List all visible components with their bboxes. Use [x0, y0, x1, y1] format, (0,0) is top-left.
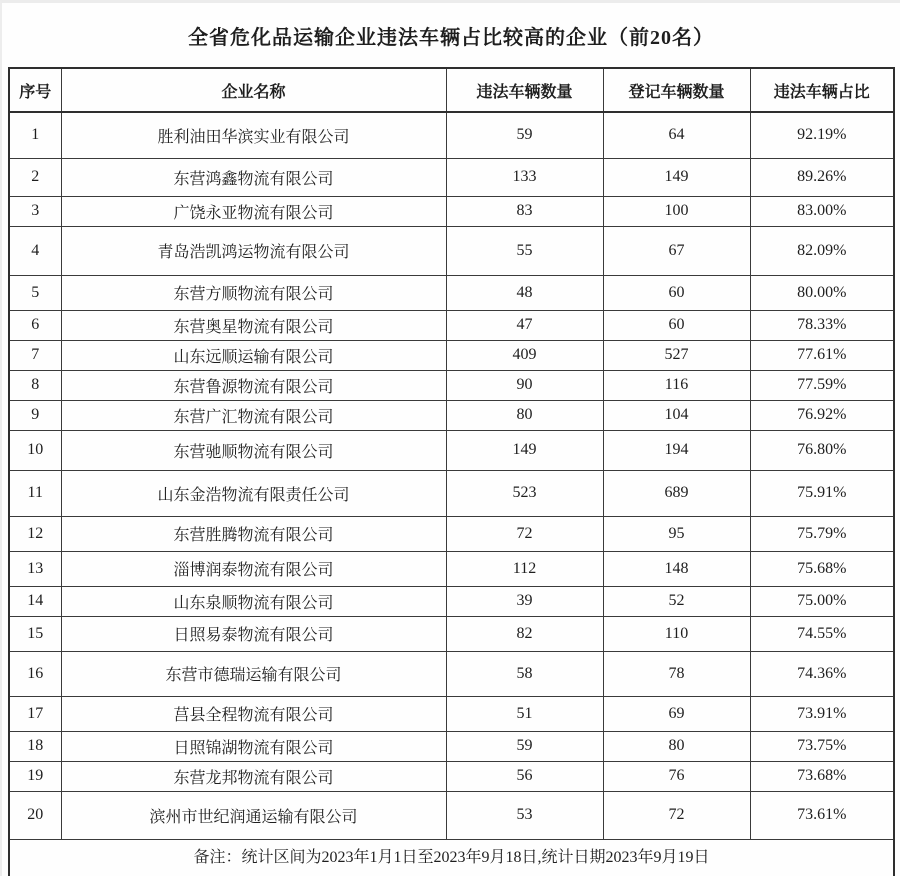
cell-illegal-count: 72	[446, 516, 603, 551]
cell-illegal-ratio: 73.61%	[750, 791, 894, 839]
cell-illegal-count: 39	[446, 586, 603, 616]
cell-registered-count: 527	[603, 340, 750, 370]
title-bar	[2, 3, 900, 67]
cell-company-name: 滨州市世纪润通运输有限公司	[61, 791, 446, 839]
cell-illegal-ratio: 74.36%	[750, 651, 894, 696]
cell-rank: 4	[9, 226, 61, 275]
cell-rank: 3	[9, 196, 61, 226]
cell-illegal-count: 82	[446, 616, 603, 651]
footnote-row	[9, 839, 894, 876]
cell-illegal-ratio: 76.80%	[750, 430, 894, 470]
cell-illegal-ratio: 73.68%	[750, 761, 894, 791]
header-illegal-count: 违法车辆数量	[446, 68, 603, 112]
cell-registered-count: 60	[603, 275, 750, 310]
table-header-row	[9, 68, 894, 112]
table-row	[9, 651, 894, 696]
cell-illegal-count: 409	[446, 340, 603, 370]
cell-illegal-count: 51	[446, 696, 603, 731]
cell-illegal-ratio: 83.00%	[750, 196, 894, 226]
cell-company-name: 东营胜腾物流有限公司	[61, 516, 446, 551]
cell-illegal-ratio: 73.75%	[750, 731, 894, 761]
cell-rank: 14	[9, 586, 61, 616]
cell-illegal-count: 53	[446, 791, 603, 839]
cell-company-name: 山东远顺运输有限公司	[61, 340, 446, 370]
table-row	[9, 731, 894, 761]
cell-illegal-ratio: 78.33%	[750, 310, 894, 340]
cell-illegal-ratio: 92.19%	[750, 112, 894, 158]
cell-illegal-count: 112	[446, 551, 603, 586]
cell-rank: 20	[9, 791, 61, 839]
table-row	[9, 400, 894, 430]
cell-registered-count: 64	[603, 112, 750, 158]
table-row	[9, 112, 894, 158]
cell-illegal-count: 56	[446, 761, 603, 791]
cell-registered-count: 116	[603, 370, 750, 400]
header-rank: 序号	[9, 68, 61, 112]
cell-rank: 8	[9, 370, 61, 400]
table-row	[9, 340, 894, 370]
cell-illegal-ratio: 75.68%	[750, 551, 894, 586]
cell-registered-count: 52	[603, 586, 750, 616]
cell-illegal-count: 48	[446, 275, 603, 310]
cell-registered-count: 149	[603, 158, 750, 196]
violation-ratio-table	[8, 67, 895, 876]
cell-company-name: 东营驰顺物流有限公司	[61, 430, 446, 470]
cell-company-name: 青岛浩凯鸿运物流有限公司	[61, 226, 446, 275]
footnote: 备注：统计区间为2023年1月1日至2023年9月18日,统计日期2023年9月19日	[9, 839, 894, 876]
cell-rank: 2	[9, 158, 61, 196]
cell-illegal-ratio: 73.91%	[750, 696, 894, 731]
cell-illegal-count: 47	[446, 310, 603, 340]
cell-rank: 11	[9, 470, 61, 516]
cell-illegal-ratio: 89.26%	[750, 158, 894, 196]
cell-rank: 17	[9, 696, 61, 731]
cell-registered-count: 194	[603, 430, 750, 470]
table-row	[9, 370, 894, 400]
table-row	[9, 430, 894, 470]
cell-company-name: 东营方顺物流有限公司	[61, 275, 446, 310]
header-illegal-ratio: 违法车辆占比	[750, 68, 894, 112]
cell-illegal-ratio: 77.59%	[750, 370, 894, 400]
cell-illegal-count: 90	[446, 370, 603, 400]
cell-registered-count: 148	[603, 551, 750, 586]
cell-registered-count: 100	[603, 196, 750, 226]
cell-rank: 5	[9, 275, 61, 310]
cell-illegal-ratio: 80.00%	[750, 275, 894, 310]
cell-illegal-count: 83	[446, 196, 603, 226]
cell-company-name: 淄博润泰物流有限公司	[61, 551, 446, 586]
cell-registered-count: 95	[603, 516, 750, 551]
cell-rank: 12	[9, 516, 61, 551]
cell-registered-count: 69	[603, 696, 750, 731]
cell-rank: 15	[9, 616, 61, 651]
cell-registered-count: 110	[603, 616, 750, 651]
cell-illegal-ratio: 75.79%	[750, 516, 894, 551]
cell-company-name: 山东泉顺物流有限公司	[61, 586, 446, 616]
table-row	[9, 516, 894, 551]
header-registered-count: 登记车辆数量	[603, 68, 750, 112]
cell-company-name: 东营市德瑞运输有限公司	[61, 651, 446, 696]
cell-company-name: 胜利油田华滨实业有限公司	[61, 112, 446, 158]
cell-registered-count: 104	[603, 400, 750, 430]
cell-rank: 18	[9, 731, 61, 761]
cell-rank: 19	[9, 761, 61, 791]
cell-illegal-ratio: 82.09%	[750, 226, 894, 275]
table-row	[9, 616, 894, 651]
page-title: 全省危化品运输企业违法车辆占比较高的企业（前20名）	[188, 26, 714, 49]
cell-company-name: 莒县全程物流有限公司	[61, 696, 446, 731]
cell-illegal-count: 133	[446, 158, 603, 196]
cell-rank: 10	[9, 430, 61, 470]
cell-company-name: 日照锦湖物流有限公司	[61, 731, 446, 761]
cell-illegal-count: 149	[446, 430, 603, 470]
cell-company-name: 山东金浩物流有限责任公司	[61, 470, 446, 516]
table-row	[9, 226, 894, 275]
cell-illegal-count: 80	[446, 400, 603, 430]
cell-rank: 1	[9, 112, 61, 158]
cell-rank: 7	[9, 340, 61, 370]
cell-illegal-ratio: 76.92%	[750, 400, 894, 430]
cell-registered-count: 78	[603, 651, 750, 696]
table-row	[9, 158, 894, 196]
cell-rank: 9	[9, 400, 61, 430]
table-row	[9, 791, 894, 839]
cell-illegal-count: 59	[446, 112, 603, 158]
cell-registered-count: 72	[603, 791, 750, 839]
cell-registered-count: 80	[603, 731, 750, 761]
table-row	[9, 196, 894, 226]
cell-illegal-ratio: 75.91%	[750, 470, 894, 516]
table-row	[9, 275, 894, 310]
cell-illegal-ratio: 77.61%	[750, 340, 894, 370]
cell-illegal-ratio: 75.00%	[750, 586, 894, 616]
cell-registered-count: 76	[603, 761, 750, 791]
cell-registered-count: 67	[603, 226, 750, 275]
table-row	[9, 470, 894, 516]
table-row	[9, 696, 894, 731]
cell-rank: 13	[9, 551, 61, 586]
cell-company-name: 东营鲁源物流有限公司	[61, 370, 446, 400]
cell-company-name: 广饶永亚物流有限公司	[61, 196, 446, 226]
cell-illegal-count: 59	[446, 731, 603, 761]
cell-company-name: 日照易泰物流有限公司	[61, 616, 446, 651]
table-row	[9, 761, 894, 791]
cell-registered-count: 689	[603, 470, 750, 516]
cell-illegal-count: 55	[446, 226, 603, 275]
cell-rank: 6	[9, 310, 61, 340]
table-row	[9, 551, 894, 586]
cell-illegal-count: 523	[446, 470, 603, 516]
cell-illegal-ratio: 74.55%	[750, 616, 894, 651]
header-company-name: 企业名称	[61, 68, 446, 112]
cell-registered-count: 60	[603, 310, 750, 340]
cell-illegal-count: 58	[446, 651, 603, 696]
table-row	[9, 310, 894, 340]
cell-rank: 16	[9, 651, 61, 696]
cell-company-name: 东营龙邦物流有限公司	[61, 761, 446, 791]
cell-company-name: 东营广汇物流有限公司	[61, 400, 446, 430]
cell-company-name: 东营奥星物流有限公司	[61, 310, 446, 340]
cell-company-name: 东营鸿鑫物流有限公司	[61, 158, 446, 196]
table-row	[9, 586, 894, 616]
